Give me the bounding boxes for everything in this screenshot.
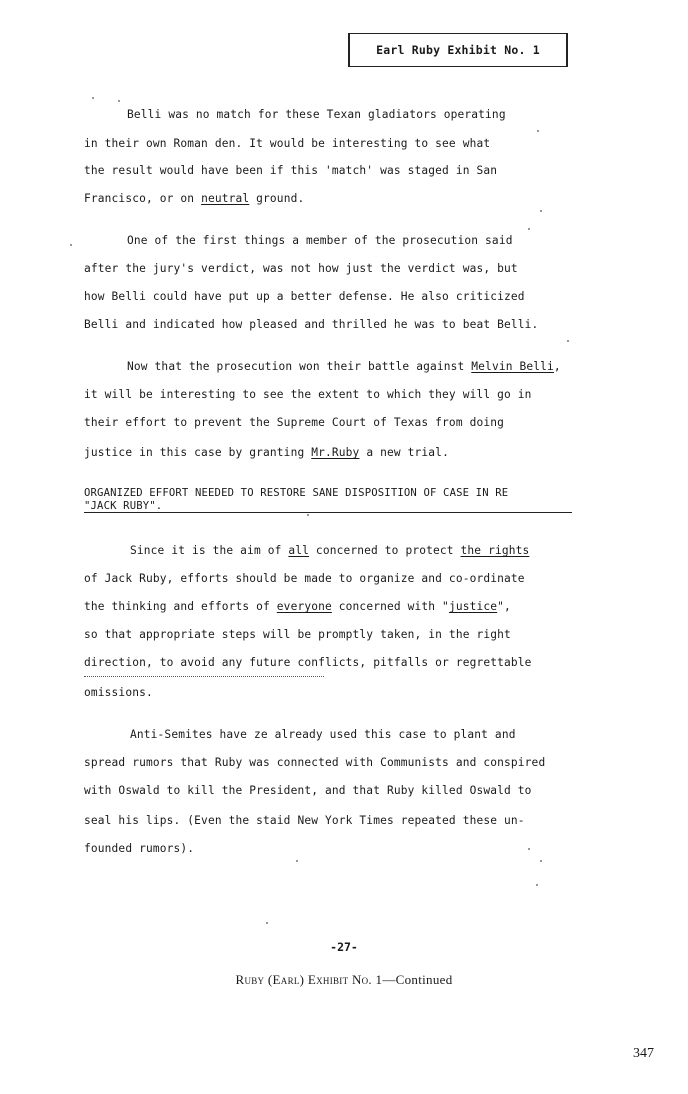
underlined-text: justice xyxy=(448,600,498,613)
body-line: so that appropriate steps will be promptly taken, in the right xyxy=(84,628,511,641)
underlined-text: the rights xyxy=(460,544,530,557)
underlined-text: all xyxy=(288,544,310,557)
text-run: , xyxy=(553,360,561,373)
text-run: a new trial. xyxy=(359,446,449,459)
body-line: founded rumors). xyxy=(84,842,195,855)
body-line: seal his lips. (Even the staid New York Times repeated these un- xyxy=(84,814,525,827)
body-line xyxy=(127,360,561,373)
body-line: it will be interesting to see the extent to which they will go in xyxy=(84,388,532,401)
scan-speck xyxy=(266,922,268,924)
body-line: spread rumors that Ruby was connected with Communists and conspired xyxy=(84,756,546,769)
body-line: Anti-Semites have ze already used this case to plant and xyxy=(130,728,516,741)
section-heading-line-2: "JACK RUBY". xyxy=(84,500,163,512)
body-line: with Oswald to kill the President, and that Ruby killed Oswald to xyxy=(84,784,532,797)
underlined-text: neutral xyxy=(201,192,250,205)
exhibit-caption xyxy=(0,972,688,988)
body-line xyxy=(84,600,511,613)
text-run: justice in this case by granting xyxy=(84,446,312,459)
body-line: their effort to prevent the Supreme Court of Texas from doing xyxy=(84,416,505,429)
body-line xyxy=(84,192,304,205)
body-line: Belli was no match for these Texan gladiators operating xyxy=(127,108,506,121)
scan-speck xyxy=(296,860,298,862)
body-line: the result would have been if this 'match' was staged in San xyxy=(84,164,498,177)
section-heading-line-1: ORGANIZED EFFORT NEEDED TO RESTORE SANE DISPOSITION OF CASE IN RE xyxy=(84,487,509,499)
exhibit-label: Earl Ruby Exhibit No. 1 xyxy=(376,43,540,57)
exhibit-label-box xyxy=(348,33,568,67)
body-line: in their own Roman den. It would be interesting to see what xyxy=(84,137,491,150)
text-run: Now that the prosecution won their battle against xyxy=(127,360,472,373)
text-run: concerned with " xyxy=(331,600,449,613)
scan-speck xyxy=(70,244,72,246)
body-line: omissions. xyxy=(84,686,153,699)
text-run: ", xyxy=(497,600,511,613)
scan-speck xyxy=(118,100,120,102)
underlined-text: Melvin Belli xyxy=(471,360,554,373)
scan-speck xyxy=(540,860,542,862)
page-number: -27- xyxy=(330,940,358,954)
underlined-text: everyone xyxy=(276,600,332,613)
body-line: after the jury's verdict, was not how just the verdict was, but xyxy=(84,262,518,275)
text-run: Francisco, or on xyxy=(84,192,202,205)
stray-rule xyxy=(84,676,324,677)
scan-speck xyxy=(567,340,569,342)
scan-speck xyxy=(536,884,538,886)
text-run: the thinking and efforts of xyxy=(84,600,277,613)
caption-prefix: Ruby (Earl) Exhibit No. 1 xyxy=(235,972,383,987)
scan-speck xyxy=(92,97,94,99)
body-line: Belli and indicated how pleased and thrilled he was to beat Belli. xyxy=(84,318,539,331)
scan-speck xyxy=(540,210,542,212)
body-line xyxy=(130,544,529,557)
body-line: how Belli could have put up a better defense. He also criticized xyxy=(84,290,525,303)
scan-speck xyxy=(528,848,530,850)
text-run: Since it is the aim of xyxy=(130,544,289,557)
heading-underline xyxy=(84,512,572,513)
underlined-text: Mr.Ruby xyxy=(311,446,360,459)
scan-speck xyxy=(528,228,530,230)
caption-suffix: —Continued xyxy=(382,972,453,987)
scan-speck xyxy=(307,514,309,516)
folio-number: 347 xyxy=(633,1046,654,1061)
text-run: ground. xyxy=(249,192,305,205)
scan-speck xyxy=(537,130,539,132)
body-line: One of the first things a member of the prosecution said xyxy=(127,234,513,247)
body-line: of Jack Ruby, efforts should be made to organize and co-ordinate xyxy=(84,572,525,585)
body-line xyxy=(84,446,449,459)
body-line: direction, to avoid any future conflicts, pitfalls or regrettable xyxy=(84,656,532,669)
text-run: concerned to protect xyxy=(309,544,461,557)
